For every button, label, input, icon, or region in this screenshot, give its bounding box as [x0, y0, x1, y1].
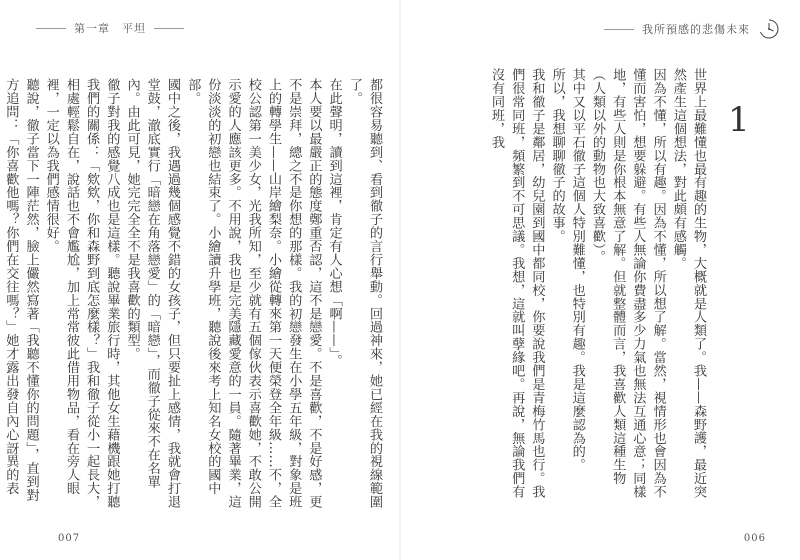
left-head-rule-right: [154, 28, 184, 29]
left-paragraph-2: 在此聲明，讀到這裡，肯定有人心想「啊——」。: [326, 78, 342, 368]
page-gutter: [399, 0, 401, 560]
left-running-head: [36, 18, 206, 38]
left-paragraph-5: 徹子對我的感覺八成也是這樣。聽說畢業旅行時，其他女生藉機跟她打聽我們的關係：「欸欸，你和森野到底怎麼樣？」我和徹子從小一起長大，相處輕鬆自在，說話也不會尷尬，加上常常彼此借用物品，看在旁人眼裡，一定以為我們感情很好。: [43, 78, 120, 509]
right-running-head: [604, 18, 780, 40]
right-page-body: [422, 68, 708, 508]
left-page-number: 007: [58, 533, 81, 544]
right-paragraph-5: 我和徹子是鄰居，幼兒園到國中都同校，你要說我們是青梅竹馬也行。我們很常同班，頻繁到不可思議。我想，這就叫孽緣吧。再說，無論我們有沒有同班，我: [488, 68, 545, 499]
left-paragraph-1: 都很容易聽到、看到徹子的言行舉動。回過神來，她已經在我的視線範圍了。: [346, 78, 382, 509]
left-running-head-text: 第一章 平坦: [74, 22, 146, 35]
right-paragraph-2: 因為不懂，所以有趣。因為不懂，所以想了解。當然，視情形也會因為不懂而害怕，想要躲避。有些人無論你費盡多少力氣也無法互通心意；同樣地，有些人則是你根本無意了解。但就整體而言，我喜歡人類這種生物（人類以外的動物也大致喜歡）。: [589, 68, 666, 499]
left-head-rule-left: [36, 28, 66, 29]
left-page-body: [3, 78, 384, 510]
right-paragraph-4: 所以，我想聊聊徹子的故事。: [549, 68, 565, 243]
clock-icon: [758, 18, 780, 40]
left-paragraph-6: 聽說，徹子當下一陣茫然，臉上儼然寫著「我聽不懂你的問題」，直到對方追問：「你喜歡他嗎？你們在交往嗎？」她才露出發自內心訝異的表: [3, 78, 39, 502]
chapter-number: 1: [728, 100, 750, 140]
right-running-head-text: 我所預感的悲傷未來: [642, 23, 750, 36]
right-paragraph-1: 世界上最難懂也最有趣的生物，大概就是人類了。我——森野護，最近突然產生這個想法，對此頗有感觸。: [670, 68, 706, 499]
right-paragraph-3: 其中又以平石徹子這個人特別難懂，也特別有趣。我是這麼認為的。: [569, 68, 585, 472]
right-page-number: 006: [743, 533, 766, 544]
right-head-rule: [604, 29, 634, 30]
left-paragraph-3: 本人要以最嚴正的態度鄭重否認，這不是戀愛。不是喜歡，不是好感，更不是崇拜，總之不是你想的那樣。我的初戀發生在小學五年級，對象是班上的轉學生——山岸繪梨奈。小繪從轉來第一天便榮登全年級……不，全校公認第一美少女，光我所知，至少就有五個傢伙表示喜歡她，不敢公開示愛的人應該更多。不用說，我也是完美隱藏愛意的一員。隨著畢業，這份淡淡的初戀也結束了。小繪讀升學班，聽說後來考上知名女校的國中部。: [185, 78, 322, 509]
left-paragraph-4: 國中之後，我遇過幾個感覺不錯的女孩子，但只要扯上感情，我就會打退堂鼓，澈底實行「暗戀在角落戀愛」的「暗戀」，而徹子從來不在名單內。由此可見，她完完全全不是我喜歡的類型。: [124, 78, 180, 509]
